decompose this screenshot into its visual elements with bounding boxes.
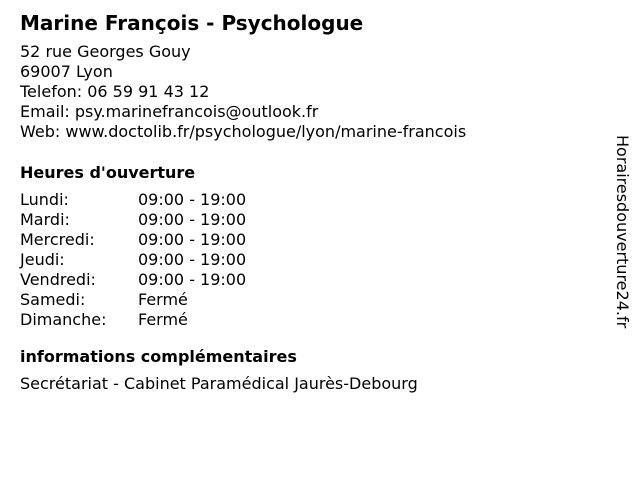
hours-row-monday (20, 190, 600, 210)
hours-row-saturday (20, 290, 600, 310)
business-name: Marine François - Psychologue (20, 11, 364, 35)
contact-block (20, 42, 600, 142)
time-value: Fermé (138, 310, 188, 329)
hours-row-tuesday (20, 210, 600, 230)
site-watermark: Horairesdouverture24.fr (613, 135, 632, 329)
info-text: Secrétariat - Cabinet Paramédical Jaurès-Debourg (20, 374, 418, 393)
day-label: Vendredi: (20, 270, 96, 289)
time-value: Fermé (138, 290, 188, 309)
phone-line: Telefon: 06 59 91 43 12 (20, 82, 210, 101)
email-line: Email: psy.marinefrancois@outlook.fr (20, 102, 319, 121)
street-address: 52 rue Georges Gouy (20, 42, 191, 61)
business-card (20, 10, 600, 394)
day-label: Mercredi: (20, 230, 95, 249)
info-heading: informations complémentaires (20, 347, 297, 366)
time-value: 09:00 - 19:00 (138, 190, 247, 209)
day-label: Jeudi: (20, 250, 65, 269)
day-label: Samedi: (20, 290, 86, 309)
day-label: Mardi: (20, 210, 70, 229)
hours-row-wednesday (20, 230, 600, 250)
hours-table (20, 190, 600, 330)
day-label: Lundi: (20, 190, 69, 209)
time-value: 09:00 - 19:00 (138, 230, 247, 249)
hours-row-friday (20, 270, 600, 290)
hours-row-sunday (20, 310, 600, 330)
day-label: Dimanche: (20, 310, 107, 329)
hours-row-thursday (20, 250, 600, 270)
time-value: 09:00 - 19:00 (138, 210, 247, 229)
hours-heading: Heures d'ouverture (20, 163, 196, 182)
time-value: 09:00 - 19:00 (138, 250, 247, 269)
city-address: 69007 Lyon (20, 62, 113, 81)
web-line: Web: www.doctolib.fr/psychologue/lyon/marine-francois (20, 122, 467, 141)
time-value: 09:00 - 19:00 (138, 270, 247, 289)
